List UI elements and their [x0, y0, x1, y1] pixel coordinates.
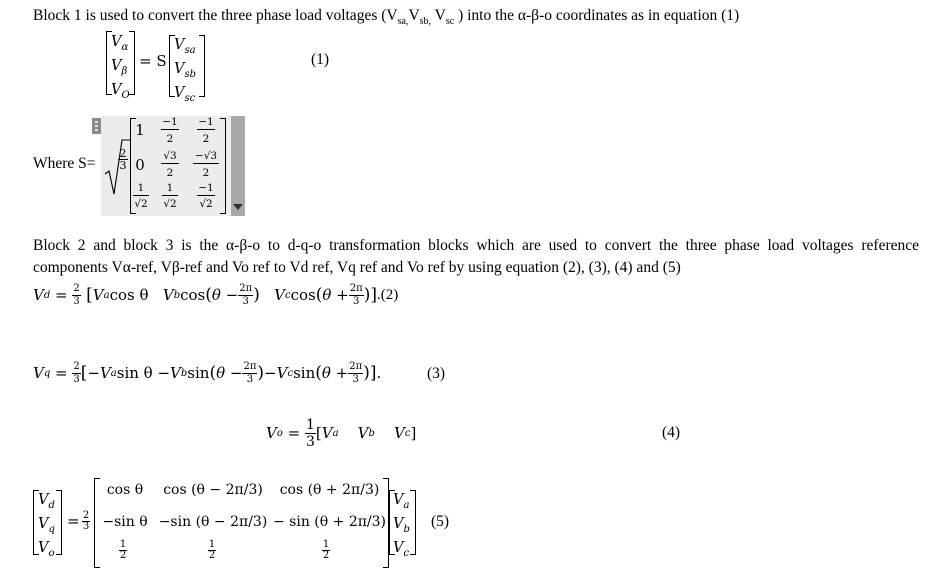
sqrt-fraction: 2 3: [119, 147, 127, 172]
equals-s: = S: [139, 52, 167, 70]
matrix-cell: −sin (θ − 2π/3): [158, 514, 268, 530]
equation-number: (1): [311, 51, 330, 68]
equals-sign: =: [67, 512, 80, 530]
matrix-cell: cos (θ + 2π/3): [279, 482, 380, 498]
equation-number: .(2): [376, 286, 399, 303]
scrollbar[interactable]: [231, 116, 245, 216]
matrix-cell: −1 2: [162, 116, 178, 145]
equation-2: V d = $\frac{2}{3}$ [ V a cos θ V b cos ( θ − $\frac{2\pi}{3}$ ) V c cos ( θ + $\frac{2\pi}{3}$ ) ] .(2): [33, 282, 399, 307]
lhs-vector: $V_d$ $V_q$ $V_o$: [38, 492, 55, 559]
equation-number: (3): [427, 365, 446, 382]
equation-4: V o = $\frac{1}{3}$ [ V a V b V c ]: [266, 416, 417, 450]
right-bracket: [220, 118, 226, 214]
fraction: 2 3: [82, 510, 90, 532]
paragraph-text: V: [408, 7, 420, 24]
right-bracket: [56, 490, 62, 555]
paragraph-text: Block 1 is used to convert the three phase load voltages (V: [33, 7, 398, 24]
paragraph-line: Block 2 and block 3 is the α-β-o to d-q-o transformation blocks which are used to convert the three phase load voltages reference: [33, 237, 919, 254]
paragraph-text: ) into the α-β-o coordinates as in equation (1): [454, 7, 740, 24]
matrix-cell: cos (θ − 2π/3): [163, 482, 263, 498]
paragraph-line: components Vα-ref, Vβ-ref and Vo ref to Vd ref, Vq ref and Vo ref by using equation (2), (3), (4) and (5): [33, 259, 681, 276]
rhs-vector: $V_{sa}$ $V_{sb}$ $V_{sc}$: [174, 37, 197, 104]
paragraph-block-1: [33, 5, 739, 33]
matrix-cell: −sin θ: [102, 514, 148, 530]
matrix-cell: −√3 2: [194, 150, 218, 179]
matrix-cell: 1 √2: [163, 182, 177, 210]
matrix-cell: 1 2: [322, 539, 330, 561]
matrix-cell: 1: [135, 121, 145, 139]
drag-handle-icon[interactable]: [92, 118, 101, 134]
equation-number: (5): [431, 513, 450, 530]
subscript: sc: [445, 16, 455, 28]
subscript: sa,: [397, 16, 409, 28]
paragraph-block-2: [33, 235, 919, 279]
matrix-cell: 1 2: [208, 539, 216, 561]
matrix-cell: √3 2: [161, 151, 179, 178]
right-bracket: [129, 31, 135, 95]
matrix-cell: −1 2: [198, 116, 214, 145]
right-bracket: [199, 35, 205, 97]
matrix-cell: cos θ: [106, 482, 144, 498]
dropdown-arrow-icon[interactable]: [233, 204, 243, 210]
matrix-cell: − sin (θ + 2π/3): [272, 514, 387, 530]
matrix-cell: −1 √2: [198, 182, 214, 210]
where-label: Where S=: [33, 155, 96, 172]
paragraph-text: V: [431, 7, 446, 24]
subscript: sb,: [419, 16, 432, 28]
rhs-vector: $V_a$ $V_b$ $V_c$: [393, 492, 410, 559]
right-bracket: [410, 490, 416, 555]
matrix-cell: 1 2: [119, 539, 127, 561]
matrix-cell: 0: [135, 156, 145, 174]
matrix-cell: 1 √2: [134, 182, 148, 210]
equation-number: (4): [662, 424, 681, 441]
equation-3: V q = $\frac{2}{3}$ [ −V a sin θ − V b sin ( θ − $\frac{2\pi}{3}$ ) − V c sin ( θ + $\frac{2\pi}{3}$ ) ] .: [33, 360, 382, 385]
lhs-vector: $V_\alpha$ $V_\beta$ $V_O$: [111, 34, 130, 101]
